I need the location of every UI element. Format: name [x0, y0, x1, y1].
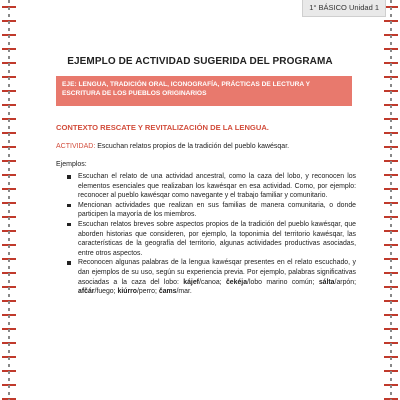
kawesqar-word: čams — [158, 288, 177, 296]
examples-list — [66, 172, 356, 297]
example-text-2: Mencionan actividades que realizan en sus familias de manera comunitaria, o donde participen la mayoría de los miembros. — [78, 201, 356, 219]
example-text-4: Reconocen algunas palabras de la lengua kawésqar presentes en el relato escuchado, y dan ejemplos de su uso, según su experiencia previa. Por ejemplo, palabras significativas asociadas a la caza del lobo: — [78, 259, 356, 286]
kawesqar-word: sálta — [318, 278, 335, 286]
word-meaning: /mar. — [176, 288, 192, 296]
list-item — [66, 172, 356, 201]
word-meaning: /canoa; — [198, 278, 226, 286]
course-unit-label: 1° BÁSICO Unidad 1 — [309, 3, 379, 12]
ejemplos-label: Ejemplos: — [56, 161, 87, 168]
decorative-border-left — [2, 0, 16, 400]
list-item — [66, 220, 356, 258]
actividad-text: Escuchan relatos propios de la tradición del pueblo kawésqar. — [95, 143, 290, 150]
kawesqar-word: afčár — [78, 288, 95, 296]
list-item — [66, 258, 356, 296]
actividad-label: ACTIVIDAD: — [56, 143, 96, 150]
example-text-3: Escuchan relatos breves sobre aspectos propios de la tradición del pueblo kawésqar, que aborden historias que consideren, por ejemplo, la toponimia del territorio kawésqar, las características de la geografía del territorio, algunas actividades productivas asociadas, entre otros aspectos. — [78, 220, 356, 257]
page-title: EJEMPLO DE ACTIVIDAD SUGERIDA DEL PROGRAMA — [67, 56, 333, 67]
kawesqar-word: čekéja — [225, 278, 248, 286]
word-meaning: /perro; — [137, 288, 159, 296]
list-item — [66, 201, 356, 220]
word-meaning: /fuego; — [94, 288, 118, 296]
word-meaning: /lobo marino común; — [247, 278, 319, 286]
eje-banner — [56, 76, 352, 106]
actividad-line — [56, 143, 289, 150]
kawesqar-word: kájef — [183, 278, 199, 286]
contexto-heading: CONTEXTO RESCATE Y REVITALIZACIÓN DE LA LENGUA. — [56, 123, 269, 132]
decorative-border-right — [384, 0, 398, 400]
example-text-1: Escuchan el relato de una actividad ancestral, como la caza del lobo, y reconocen los elementos esenciales que realizaban los kawésqar en esa actividad. Como, por ejemplo: reconocer al pueblo kawésqar como navegante y el trabajo familiar y comunitario. — [78, 173, 356, 200]
eje-text: EJE: LENGUA, TRADICIÓN ORAL, ICONOGRAFÍA, PRÁCTICAS DE LECTURA Y ESCRITURA DE LOS PUEBLOS ORIGINARIOS — [62, 81, 310, 97]
kawesqar-word: kiúrro — [117, 288, 138, 296]
course-unit-tab — [302, 0, 386, 17]
word-meaning: /arpón; — [334, 278, 356, 286]
